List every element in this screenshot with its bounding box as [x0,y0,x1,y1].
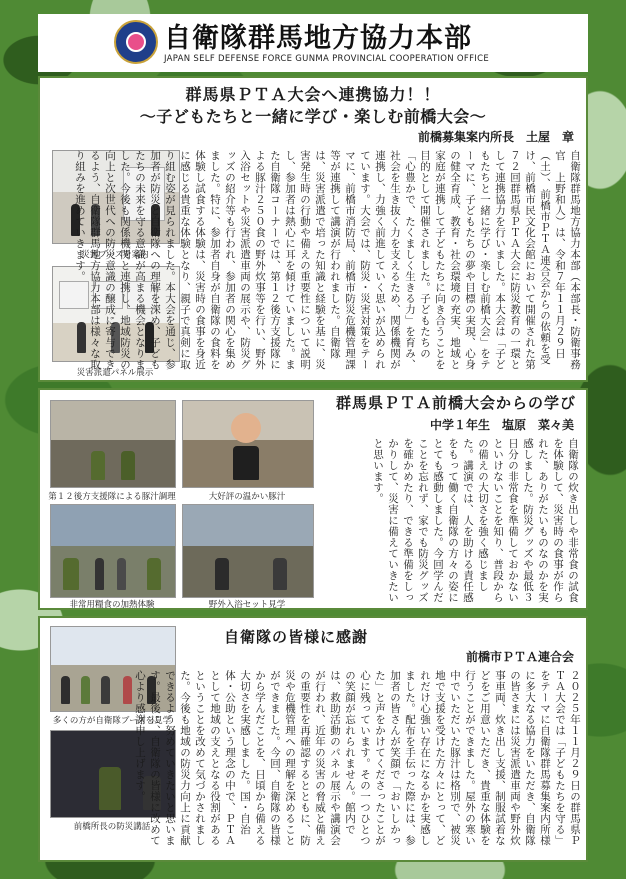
photo-caption: 災害派遣パネル展示 [76,368,154,378]
photo-field-bath [182,504,314,598]
page-header [38,14,588,72]
article-body: ２０２５年１１月２９日の群馬県ＰＴＡ大会では「子どもたちを守る」をテーマに自衛隊群馬募集案内所様に多大なる協力をいただき、自衛隊の皆さまには災害派遣車両や野外炊事車両、炊き出し支援、制服試着などをご用意いただき、貴重な体験を行うことができました。屋外の寒い中でいただいた豚汁は格別で、被災地で支援を受けた方々にとって、どれだけ心強い存在になるかを実感しました。配布を手伝った際には、参加者の皆さんが笑顔で「おいしかった」と声をかけてくださったことが心に残っています。その一つひとつの笑顔が忘れられません。館内では、救助活動のパネル展示や講演会が行われ、近年の災害の脅威と備えの重要性を再確認するとともに、防災や危機管理への理解を深めることができました。今回、自衛隊の皆様から学んだことを、日頃から備える大切さを実感しました。国・自治体・公助という理念の中で、ＰＴＡとして地域の支えとなる役割があるということを改めて気づかされました。今後も地域の防災力向上に貢献できるよう努めていきたいと思います。最後に、自衛隊の皆様に改めて心より感謝申し上げます。 [134,670,581,846]
photo-pork-soup-cooking [50,400,176,488]
photo-warm-pork-soup [182,400,314,488]
photo-caption: 前橋所長の防災講話 [73,822,151,832]
article-title: 群馬県ＰＴＡ前橋大会からの学び [335,394,576,412]
photo-caption: 大好評の温かい豚汁 [208,492,286,502]
article-body: 自衛隊群馬地方協力本部（本部長・防衛事務官 上野和人）は、令和７年１１月２９日（土）、前橋市ＰＴＡ連合会からの依頼を受け、前橋市民文化会館において開催された第７２回群馬県ＰＴＡ大会に防災教育の一環として連携協力を行いました。本大会は「子どもたちと一緒に学び・楽しむ前橋大会」をテーマに、子どもたちの夢や目標の実現、心身の健全育成、教育・社会環境の充実、地域と家庭が連携して子どもたちに向き合うことを目的として開催されました。子どもたちの「心豊かで、たくましく生きる力」を育み、社会を生き抜く力を支えるため、関係機関が連携し、力強く前進していく思いが込められています。大会では、防災・災害対策をテーマに、前橋市消防局、前橋市防災危機管理課等が連携して講演が行われました。自衛隊は、災害派遣で培った知識と経験を基に、災害発生時の行動や備えの重要性について説明し、参加者は熱心に耳を傾けていました。また自衛隊コーナーでは、第１２後方支援隊による豚汁２５０食の野外炊事等を行い、野外入浴セットや災害派遣車両の展示や、防災グッズの紹介等も行われ、参加者の関心を集めました。特に、参加者自身が自衛隊の食料を体験し試食する体験は、災害時の食事を身近に感じる貴重な体験となり、親子で真剣に取り組む姿が見られました。本大会を通じ、参加者が防災と自衛隊への理解を深め、子どもたちの未来を守る意識が高まる機会となりました。今後も関係機関と連携し、地域防災の向上と次世代への防災意識の醸成に寄与できるよう、自衛隊群馬地方協力本部は様々な取り組みを進めていきます。 [74,150,581,370]
article-author: 前橋市ＰＴＡ連合会 [465,650,574,664]
article-body: 自衛隊の炊き出しや非常食の試食を体験して、災害時の食事が作られた、ありがたいものなのかを実感しました。防災グッズや最低３日分の非常食を準備しておかないといけないことを知り、普段からの備えの大切さを強く感じました。講演では、人を助ける責任感をもって働く自衛隊の方々の姿にとても感動しました。今回学んだことを忘れず、家でも防災グッズを確かめたり、できる準備をしっかりして、災害に備えていきたいと思います。 [372,438,579,603]
photo-caption: 非常用糧食の加熱体験 [69,600,155,610]
article-thanks [38,616,588,862]
photo-caption: 災害ブースを案内 [81,250,149,260]
page-subtitle: JAPAN SELF DEFENSE FORCE GUNMA PROVINCIAL COOPERATION OFFICE [164,54,490,64]
article-pta-cooperation [38,76,588,382]
article-title: 群馬県ＰＴＡ大会へ連携協力！！ [185,85,441,104]
article-author: 前橋募集案内所長 土屋 章 [417,130,574,144]
photo-caption: 野外入浴セット見学 [208,600,286,610]
article-title: 自衛隊の皆様に感謝 [224,628,369,646]
article-author: 中学１年生 塩原 菜々美 [429,418,574,432]
jsdf-emblem-icon [114,20,158,64]
photo-caption: 多くの方が自衛隊ブースを見学 [52,716,172,726]
article-subtitle: ～子どもたちと一緒に学び・楽しむ前橋大会～ [139,107,487,126]
page-title: 自衛隊群馬地方協力本部 [164,23,472,54]
photo-ration-heating [50,504,176,598]
photo-caption: 第１２後方支援隊による豚汁調理 [48,492,176,502]
article-student-learning [38,388,588,610]
